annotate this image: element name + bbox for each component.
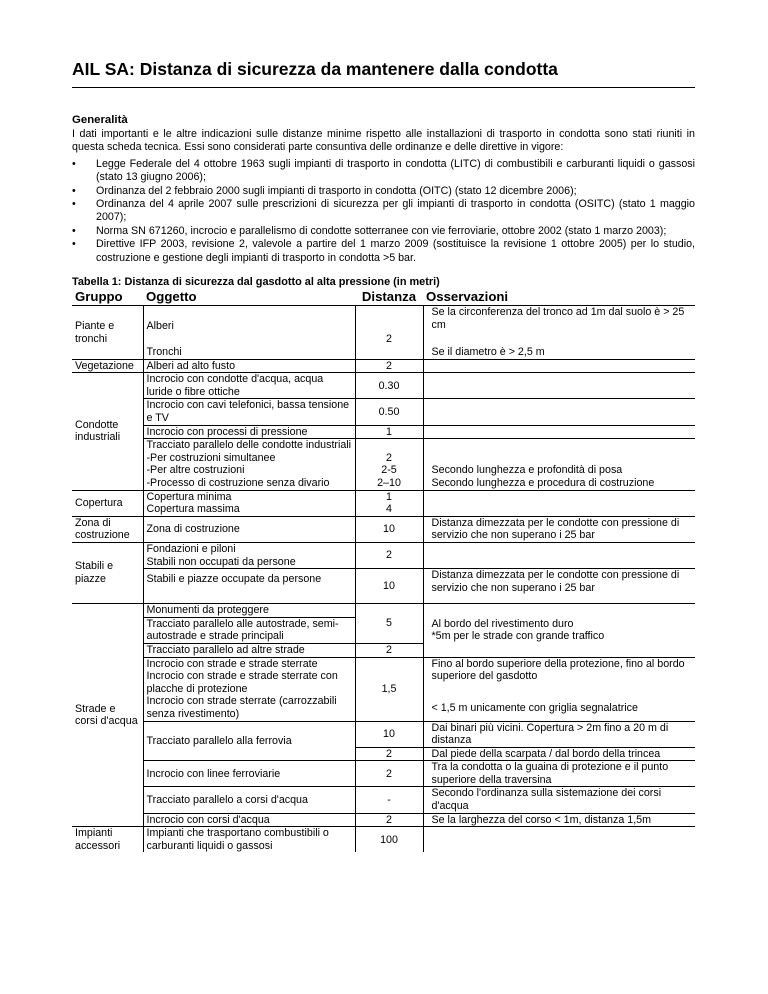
object-cell: Incrocio con linee ferroviarie [143,761,355,787]
group-cell: Impianti accessori [72,827,143,853]
header-gruppo: Gruppo [72,289,143,306]
table-row [72,425,695,439]
page-title: AIL SA: Distanza di sicurezza da mantenere dalla condotta [72,59,558,79]
table-row [72,542,695,555]
table-row [72,439,695,452]
list-item: • Norma SN 671260, incrocio e parallelismo di condotte sotterranee con vie ferroviarie, ottobre 2002 (stato 1 marzo 2003); [72,224,667,237]
remark-cell [423,542,695,568]
distance-cell: 2 [355,643,423,657]
object-cell: Impianti che trasportano combustibili o carburanti liquidi o gassosi [143,827,355,853]
group-cell: Copertura [72,490,143,516]
remark-cell [423,439,695,452]
table-row [72,721,695,747]
object-cell: Fondazioni e piloni [143,542,355,555]
distance-cell: 2 [355,306,423,360]
group-cell: Strade e corsi d'acqua [72,604,143,827]
safety-distance-table [72,289,695,852]
object-cell: -Processo di costruzione senza divario [143,477,355,490]
object-cell: Alberi ad alto fusto [143,359,355,373]
table-row [72,569,695,604]
distance-cell: 2 [355,542,423,568]
table-row [72,657,695,670]
distance-cell: 2 [355,813,423,827]
table-row [72,373,695,399]
remark-cell [423,399,695,425]
distance-cell: 2–10 [355,477,423,490]
group-cell: Condotte industriali [72,373,143,490]
object-cell: Tracciato parallelo alle autostrade, semi-autostrade e strade principali [143,617,355,643]
object-cell: Tracciato parallelo ad altre strade [143,643,355,657]
table-row [72,604,695,618]
table-row [72,399,695,425]
remark-cell [423,452,695,465]
distance-cell: 2-5 [355,464,423,477]
remark-line: *5m per le strade con grande traffico [431,630,605,643]
object-cell: Alberi [143,306,355,347]
distance-cell: - [355,787,423,813]
header-oggetto: Oggetto [143,289,355,306]
object-cell: Incrocio con strade e strade sterrate con placche di protezione [143,670,355,695]
object-cell: Incrocio con corsi d'acqua [143,813,355,827]
remark-cell [423,425,695,439]
remark-cell: Fino al bordo superiore della protezione, fino al bordo superiore del gasdotto [423,657,695,695]
group-cell: Piante e tronchi [75,320,115,345]
intro-paragraph: I dati importanti e le altre indicazioni sulle distanze minime rispetto alle installazioni di trasporto in condotta sono stati riuniti in questa scheda tecnica. Essi sono considerati parte consuntiva delle ordinanze e delle direttive in vigore: [72,128,695,154]
table-row [72,359,695,373]
remark-cell [423,359,695,373]
object-cell: Stabili non occupati da persone [143,556,355,569]
object-cell: Tracciato parallelo alla ferrovia [143,721,355,761]
distance-cell: 0.50 [355,399,423,425]
title-rule [72,87,695,88]
remark-cell: < 1,5 m unicamente con griglia segnalatrice [423,695,695,721]
distance-cell: 100 [355,827,423,853]
table-row [72,477,695,490]
table-row [72,503,695,516]
remark-cell: Se la larghezza del corso < 1m, distanza 1,5m [423,813,695,827]
remark-cell: Tra la condotta o la guaina di protezione e il punto superiore della traversina [423,761,695,787]
remark-cell: Se la circonferenza del tronco ad 1m dal suolo è > 25 cm [423,306,695,347]
table-row [72,827,695,853]
table-row [72,452,695,465]
object-cell: Tracciato parallelo a corsi d'acqua [143,787,355,813]
distance-cell: 1 [355,425,423,439]
header-distanza: Distanza [355,289,423,306]
remark-line: Al bordo del rivestimento duro [431,617,574,630]
table-header-row [72,289,695,306]
group-cell: Vegetazione [72,359,143,373]
distance-cell: 2 [355,452,423,465]
document-page [72,58,695,852]
distance-cell: 2 [355,359,423,373]
object-cell: Tracciato parallelo delle condotte industriali [143,439,355,452]
distance-cell: 5 [355,604,423,644]
object-cell: -Per costruzioni simultanee [143,452,355,465]
group-cell: Stabili e piazze [72,542,143,603]
object-cell: Incrocio con condotte d'acqua, acqua luride o fibre ottiche [143,373,355,399]
remark-cell: Dal piede della scarpata / dal bordo della trincea [423,747,695,761]
table-row [72,761,695,787]
section-heading: Generalità [72,114,128,126]
table-row [72,787,695,813]
distance-cell: 1 [355,490,423,503]
table-caption: Tabella 1: Distanza di sicurezza dal gasdotto al alta pressione (in metri) [72,276,440,289]
remark-cell: Secondo lunghezza e procedura di costruzione [423,477,695,490]
distance-cell: 10 [355,516,423,542]
object-cell: Copertura minima [143,490,355,503]
remark-cell [423,827,695,853]
remark-cell: Distanza dimezzata per le condotte con pressione di servizio che non superano i 25 bar [423,516,695,542]
remark-cell [423,503,695,516]
table-row [72,813,695,827]
group-cell: Zona di costruzione [72,516,143,542]
remark-cell [423,490,695,503]
remark-cell: Secondo lunghezza e profondità di posa [423,464,695,477]
remark-cell: Se il diametro è > 2,5 m [423,346,695,359]
table-row [72,464,695,477]
remark-cell: Dai binari più vicini. Copertura > 2m fino a 20 m di distanza [423,721,695,747]
object-cell: Zona di costruzione [143,516,355,542]
list-item: • Ordinanza del 2 febbraio 2000 sugli impianti di trasporto in condotta (OITC) (stato 12 dicembre 2006); [72,184,577,197]
list-item: • Legge Federale del 4 ottobre 1963 sugli impianti di trasporto in condotta (LITC) di combustibili e carburanti liquidi o gassosi (stato 13 giugno 2006); [72,157,695,184]
remark-cell [423,604,695,657]
distance-cell: 2 [355,761,423,787]
list-item: • Ordinanza del 4 aprile 2007 sulle prescrizioni di sicurezza per gli impianti di trasporto in condotta (OSITC) (stato 1 maggio 2007); [72,198,695,224]
distance-cell: 4 [355,503,423,516]
object-cell: Incrocio con strade sterrate (carrozzabili senza rivestimento) [143,695,355,721]
object-cell: Monumenti da proteggere [143,604,355,618]
object-cell: -Per altre costruzioni [143,464,355,477]
distance-cell: 2 [355,747,423,761]
object-cell: Incrocio con processi di pressione [143,425,355,439]
table-row [72,516,695,542]
object-cell: Tronchi [143,346,355,359]
distance-cell: 10 [355,569,423,604]
object-cell: Incrocio con strade e strade sterrate [143,657,355,670]
object-cell: Copertura massima [143,503,355,516]
distance-cell: 0.30 [355,373,423,399]
header-osservazioni: Osservazioni [423,289,695,306]
distance-cell: 10 [355,721,423,747]
remark-cell: Secondo l'ordinanza sulla sistemazione dei corsi d'acqua [423,787,695,813]
object-cell: Incrocio con cavi telefonici, bassa tensione e TV [143,399,355,425]
distance-cell [355,439,423,452]
table-row [72,490,695,503]
table-row [72,306,695,347]
object-cell: Stabili e piazze occupate da persone [143,569,355,604]
distance-cell: 1,5 [355,657,423,721]
regulation-list [72,158,695,265]
remark-cell: Distanza dimezzata per le condotte con pressione di servizio che non superano i 25 bar [423,569,695,604]
remark-cell [423,373,695,399]
list-item: • Direttive IFP 2003, revisione 2, valevole a partire del 1 marzo 2009 (sostituisce la revisione 1 ottobre 2005) per lo studio, costruzione e gestione degli impianti di trasporto in condotta >5 bar. [72,238,695,264]
